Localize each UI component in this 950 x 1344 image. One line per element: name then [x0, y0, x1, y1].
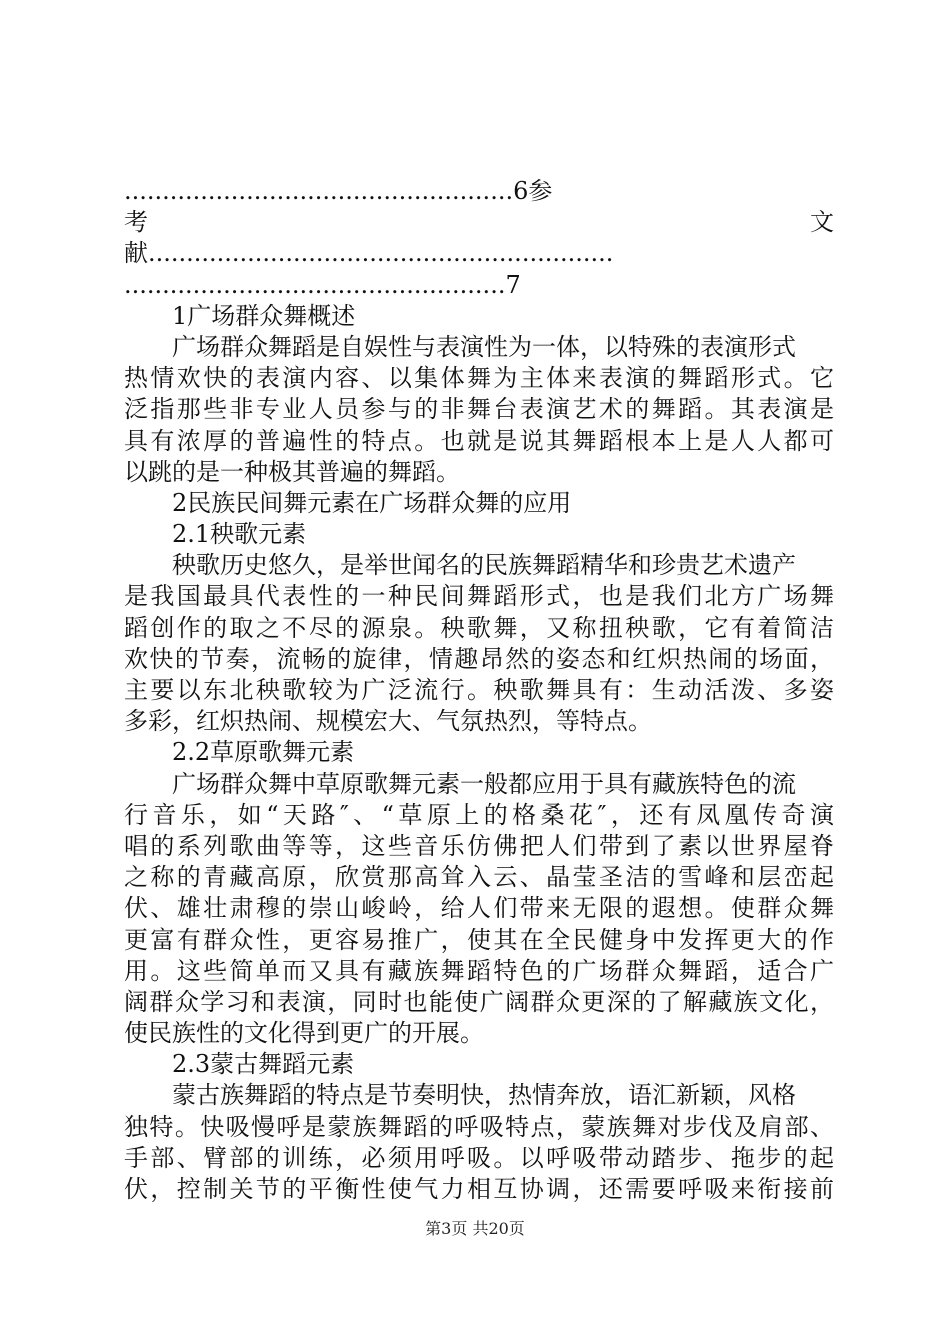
toc-char-right: 文 [810, 208, 834, 237]
text-line: 伏，控制关节的平衡性使气力相互协调，还需要呼吸来衔接前 [124, 1175, 834, 1203]
text-line: 更富有群众性，更容易推广，使其在全民健身中发挥更大的作 [124, 925, 834, 954]
heading-line: 2.3蒙古舞蹈元素 [172, 1050, 355, 1079]
page-content [124, 176, 834, 1205]
text-line: 蹈创作的取之不尽的源泉。秧歌舞，又称扭秧歌，它有着简洁 [124, 613, 834, 642]
text-line: 多彩，红炽热闹、规模宏大、气氛热烈，等特点。 [124, 707, 652, 736]
page-footer: 第3页 共20页 [425, 1219, 525, 1238]
text-line: 热情欢快的表演内容、以集体舞为主体来表演的舞蹈形式。它 [124, 364, 834, 393]
toc-leader-7: ..................................................7 [124, 270, 521, 299]
text-line: 伏、雄壮肃穆的崇山峻岭，给人们带来无限的遐想。使群众舞 [124, 894, 834, 923]
paragraph [124, 1080, 834, 1205]
text-line: 广场群众舞中草原歌舞元素一般都应用于具有藏族特色的流 [172, 769, 796, 798]
heading-line: 2民族民间舞元素在广场群众舞的应用 [172, 488, 572, 517]
text-line: 泛指那些非专业人员参与的非舞台表演艺术的舞蹈。其表演是 [124, 395, 834, 424]
text-line: 之称的青藏高原，欣赏那高耸入云、晶莹圣洁的雪峰和层峦起 [124, 863, 834, 892]
text-line: 具有浓厚的普遍性的特点。也就是说其舞蹈根本上是人人都可 [124, 426, 834, 455]
text-line: 主要以东北秧歌较为广泛流行。秧歌舞具有：生动活泼、多姿 [124, 676, 834, 704]
text-line: 手部、臂部的训练，必须用呼吸。以呼吸带动踏步、拖步的起 [124, 1143, 834, 1172]
toc-line-2 [124, 207, 834, 238]
text-line: 阔群众学习和表演，同时也能使广阔群众更深的了解藏族文化， [124, 987, 834, 1016]
text-line: 是我国最具代表性的一种民间舞蹈形式，也是我们北方广场舞 [124, 582, 834, 611]
paragraph [124, 769, 834, 1050]
body-paragraphs [124, 301, 834, 1205]
heading-line: 1广场群众舞概述 [172, 301, 356, 330]
paragraph [124, 332, 834, 488]
text-line: 独特。快吸慢呼是蒙族舞蹈的呼吸特点，蒙族舞对步伐及肩部、 [124, 1112, 834, 1141]
text-line: 唱的系列歌曲等等，这些音乐仿佛把人们带到了素以世界屋脊 [124, 831, 834, 860]
section-heading [124, 737, 834, 768]
section-heading [124, 1049, 834, 1080]
toc-line-3 [124, 238, 834, 269]
toc-leader-xian: 献............................................................. [124, 239, 614, 268]
toc-char-left: 考 [124, 208, 148, 237]
heading-line: 2.2草原歌舞元素 [172, 738, 355, 767]
text-line: 用。这些简单而又具有藏族舞蹈特色的广场群众舞蹈，适合广 [124, 956, 834, 985]
section-heading [124, 488, 834, 519]
text-line: 蒙古族舞蹈的特点是节奏明快，热情奔放，语汇新颖，风格 [172, 1081, 796, 1110]
section-heading [124, 519, 834, 550]
paragraph [124, 550, 834, 737]
section-heading [124, 301, 834, 332]
toc-line-4 [124, 270, 834, 301]
text-line: 欢快的节奏，流畅的旋律，情趣昂然的姿态和红炽热闹的场面， [124, 644, 834, 673]
toc-leader-6: ...................................................6参 [124, 177, 553, 205]
text-line: 广场群众舞蹈是自娱性与表演性为一体，以特殊的表演形式 [172, 332, 796, 361]
text-line: 秧歌历史悠久，是举世闻名的民族舞蹈精华和珍贵艺术遗产 [172, 551, 796, 580]
heading-line: 2.1秧歌元素 [172, 520, 307, 549]
text-line: 行音乐，如“天路″、“草原上的格桑花″，还有凤凰传奇演 [124, 800, 834, 829]
text-line: 使民族性的文化得到更广的开展。 [124, 1019, 484, 1048]
text-line: 以跳的是一种极其普遍的舞蹈。 [124, 457, 460, 486]
toc-line-1 [124, 176, 834, 207]
